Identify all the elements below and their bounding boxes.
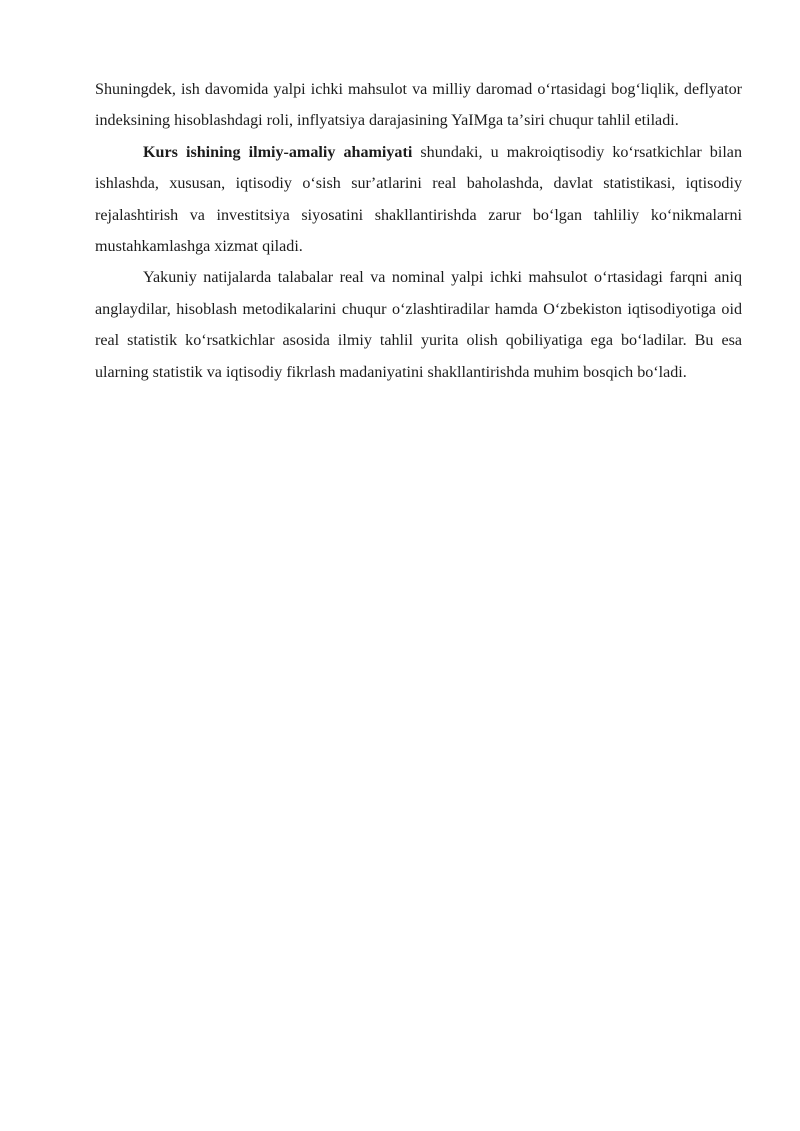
paragraph-body: shundaki, u makroiqtisodiy koʻrsatkichlar bilan ishlashda, xususan, iqtisodiy oʻsish surʼatlarini real baholashda, davlat statistikasi, iqtisodiy rejalashtirish va investitsiya siyosatini shakllantirishda zarur boʻlgan tahliliy koʻnikmalarni mustahkamlashga xizmat qiladi. (95, 143, 742, 256)
paragraph-final-results: Yakuniy natijalarda talabalar real va nominal yalpi ichki mahsulot oʻrtasidagi farqni aniq anglaydilar, hisoblash metodikalarini chuqur oʻzlashtiradilar hamda Oʻzbekiston iqtisodiyotiga oid real statistik koʻrsatkichlar asosida ilmiy tahlil yurita olish qobiliyatiga ega boʻladilar. Bu esa ularning statistik va iqtisodiy fikrlash madaniyatini shakllantirishda muhim bosqich boʻladi. (95, 269, 742, 381)
body-text (95, 74, 742, 388)
paragraph-practical-significance (95, 137, 742, 263)
paragraph-bold-lead: Kurs ishining ilmiy-amaliy ahamiyati (143, 143, 413, 161)
paragraph-intro-continuation: Shuningdek, ish davomida yalpi ichki mahsulot va milliy daromad oʻrtasidagi bogʻliqlik, deflyator indeksining hisoblashdagi roli, inflyatsiya darajasining YaIMga taʼsiri chuqur tahlil etiladi. (95, 81, 742, 130)
